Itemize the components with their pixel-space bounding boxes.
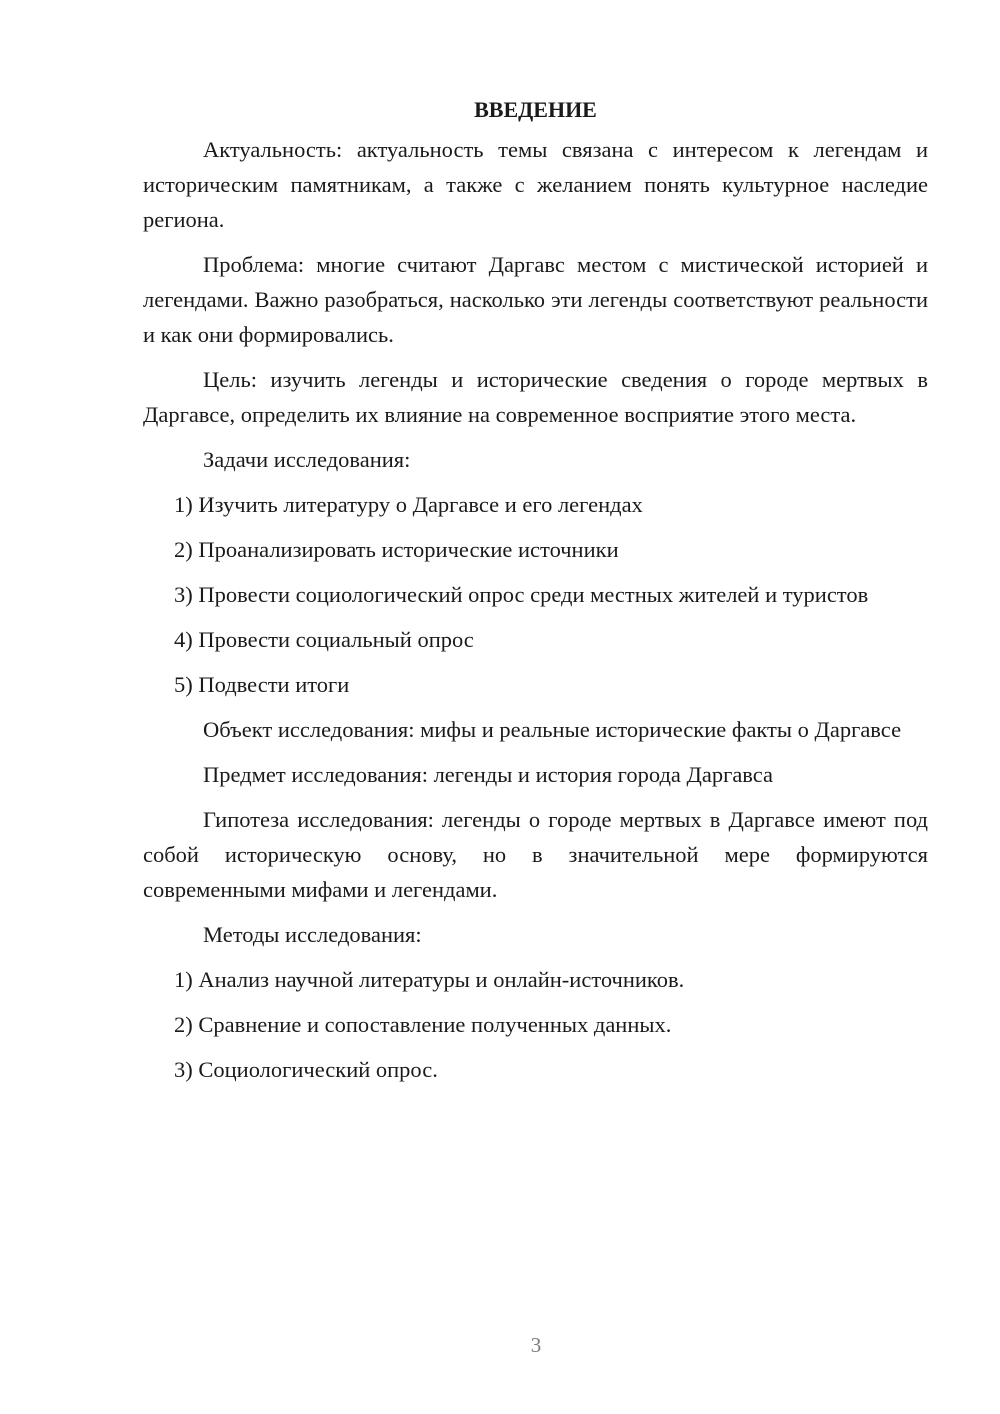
subject-paragraph: Предмет исследования: легенды и история города Даргавса bbox=[203, 762, 774, 787]
task-item-1: 1) Изучить литературу о Даргавсе и его легендах bbox=[174, 492, 643, 517]
hypothesis-paragraph: Гипотеза исследования: легенды о городе мертвых в Даргавсе имеют под собой историческую основу, но в значительной мере формируются современными мифами и легендами. bbox=[143, 807, 928, 902]
task-item-2: 2) Проанализировать исторические источники bbox=[174, 537, 619, 562]
goal-paragraph: Цель: изучить легенды и исторические сведения о городе мертвых в Даргавсе, определить их влияние на современное восприятие этого места. bbox=[143, 367, 928, 427]
relevance-paragraph: Актуальность: актуальность темы связана с интересом к легендам и историческим памятникам, а также с желанием понять культурное наследие региона. bbox=[143, 137, 928, 232]
problem-paragraph: Проблема: многие считают Даргавс местом с мистической историей и легендами. Важно разобраться, насколько эти легенды соответствуют реальности и как они формировались. bbox=[143, 252, 928, 347]
document-page bbox=[143, 92, 928, 1097]
tasks-heading: Задачи исследования: bbox=[203, 447, 411, 472]
method-item-3: 3) Социологический опрос. bbox=[174, 1057, 438, 1082]
section-title: ВВЕДЕНИЕ bbox=[474, 97, 597, 122]
task-item-4: 4) Провести социальный опрос bbox=[174, 627, 474, 652]
methods-heading: Методы исследования: bbox=[203, 922, 422, 947]
method-item-1: 1) Анализ научной литературы и онлайн-источников. bbox=[174, 967, 685, 992]
method-item-2: 2) Сравнение и сопоставление полученных данных. bbox=[174, 1012, 672, 1037]
task-item-3: 3) Провести социологический опрос среди местных жителей и туристов bbox=[174, 582, 869, 607]
page-number: 3 bbox=[530, 1333, 542, 1357]
object-paragraph: Объект исследования: мифы и реальные исторические факты о Даргавсе bbox=[203, 717, 902, 742]
task-item-5: 5) Подвести итоги bbox=[174, 672, 350, 697]
